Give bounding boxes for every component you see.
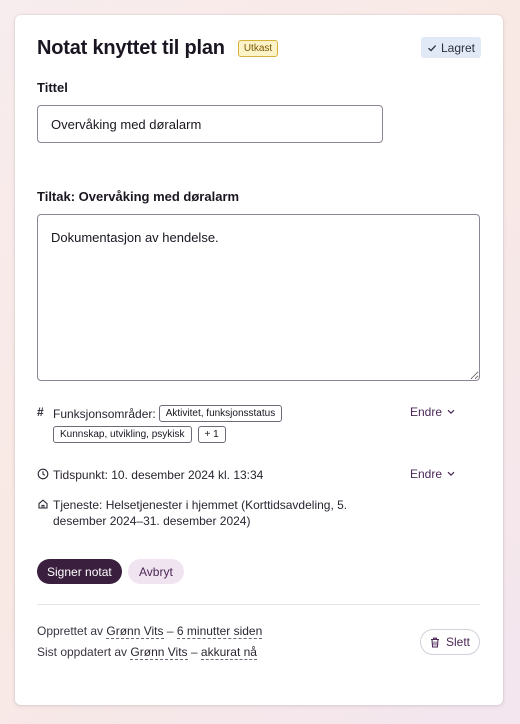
measure-label: Tiltak: Overvåking med døralarm — [37, 189, 240, 204]
service-text — [53, 497, 347, 529]
sign-note-button[interactable]: Signer notat — [37, 559, 122, 584]
edit-label: Endre — [409, 467, 442, 481]
function-areas-row — [53, 405, 282, 422]
saved-status-badge — [421, 37, 481, 58]
edit-function-areas-button[interactable] — [410, 405, 455, 419]
delete-button[interactable] — [420, 629, 480, 655]
home-icon — [37, 498, 49, 510]
note-card — [15, 15, 503, 705]
created-by-link[interactable]: Grønn Vits — [106, 624, 164, 638]
title-label: Tittel — [37, 80, 68, 95]
time-text: Tidspunkt: 10. desember 2024 kl. 13:34 — [53, 468, 264, 482]
more-tags-badge[interactable]: + 1 — [198, 426, 226, 443]
function-area-tag: Aktivitet, funksjonsstatus — [159, 405, 283, 422]
note-body-textarea[interactable] — [37, 214, 480, 381]
updated-by-link[interactable]: Grønn Vits — [130, 645, 188, 659]
cancel-button[interactable]: Avbryt — [128, 559, 184, 584]
delete-label: Slett — [445, 635, 470, 649]
separator: – — [166, 624, 174, 638]
chevron-down-icon — [447, 409, 455, 415]
edit-label: Endre — [409, 405, 442, 419]
updated-time[interactable]: akkurat nå — [200, 645, 257, 659]
created-time[interactable]: 6 minutter siden — [176, 624, 263, 638]
clock-icon — [37, 468, 49, 480]
service-line: Tjeneste: Helsetjenester i hjemmet (Korttidsavdeling, 5. — [53, 498, 348, 512]
divider — [37, 604, 480, 605]
created-info — [37, 624, 262, 638]
edit-time-button[interactable] — [410, 467, 455, 481]
updated-prefix: Sist oppdatert av — [37, 645, 128, 659]
page-title: Notat knyttet til plan — [37, 36, 225, 59]
function-areas-row-2 — [53, 426, 226, 443]
header — [37, 35, 481, 61]
function-areas-label: Funksjonsområder: — [53, 406, 156, 421]
saved-label: Lagret — [440, 40, 475, 55]
chevron-down-icon — [447, 471, 455, 477]
updated-info — [37, 645, 257, 659]
separator: – — [190, 645, 198, 659]
title-input[interactable] — [37, 105, 383, 143]
trash-icon — [430, 637, 440, 648]
function-area-tag: Kunnskap, utvikling, psykisk — [53, 426, 192, 443]
draft-badge: Utkast — [238, 40, 278, 57]
created-prefix: Opprettet av — [37, 624, 104, 638]
service-line: desember 2024–31. desember 2024) — [53, 514, 251, 528]
check-icon — [427, 43, 437, 53]
hash-icon: # — [37, 405, 44, 419]
